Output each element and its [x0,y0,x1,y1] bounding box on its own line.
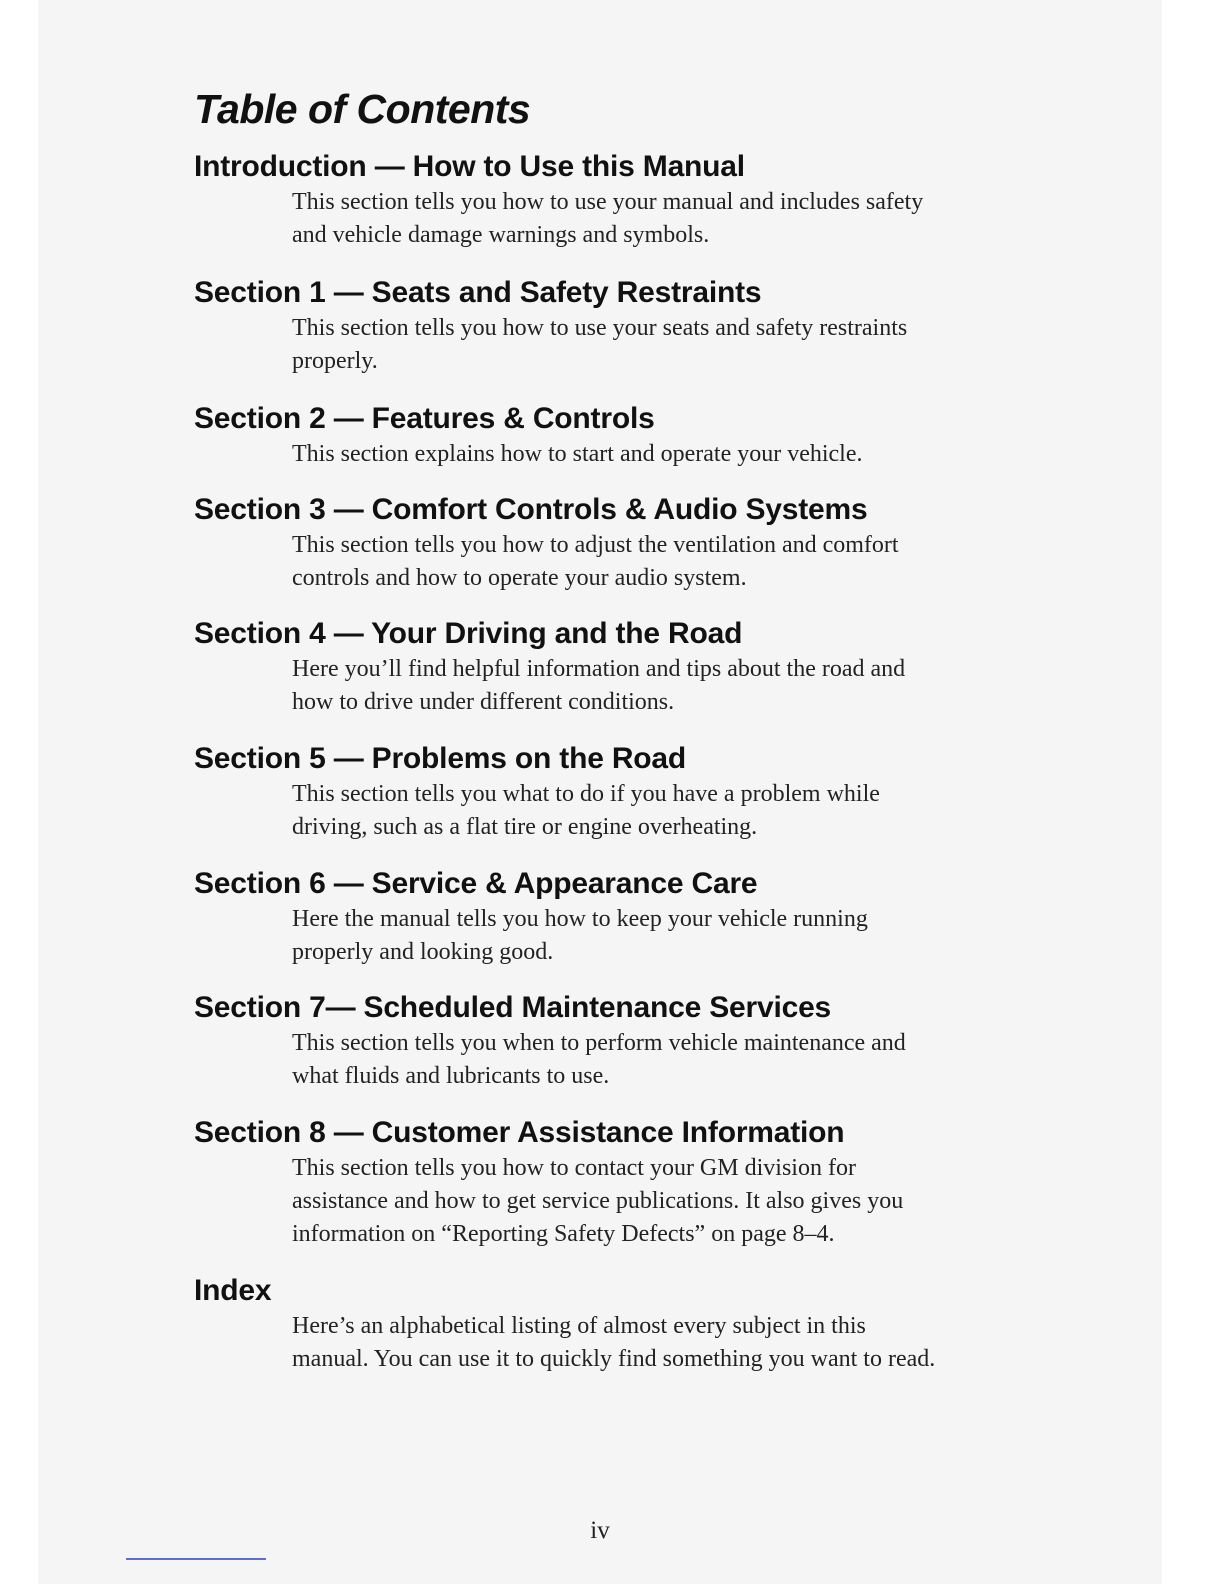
description-line: driving, such as a flat tire or engine overheating. [292,814,758,840]
toc-section-introduction [194,148,1074,252]
description-line: This section tells you when to perform vehicle maintenance and [292,1030,906,1056]
footer-rule [126,1558,266,1560]
section-description [292,653,1032,719]
section-heading: Section 4 — Your Driving and the Road [194,617,743,650]
toc-section-4 [194,615,1074,719]
description-line: controls and how to operate your audio system. [292,565,747,591]
section-heading: Section 8 — Customer Assistance Information [194,1116,845,1149]
section-description [292,903,1032,969]
section-heading: Section 7— Scheduled Maintenance Services [194,991,832,1024]
description-line: assistance and how to get service publications. It also gives you [292,1188,904,1214]
description-line: and vehicle damage warnings and symbols. [292,222,710,248]
section-description [292,1152,1032,1251]
toc-section-2 [194,400,1074,471]
toc-section-1 [194,274,1074,378]
description-line: how to drive under different conditions. [292,689,675,715]
toc-section-6 [194,865,1074,969]
section-description [292,1027,1032,1093]
section-heading: Section 2 — Features & Controls [194,402,655,435]
description-line: This section tells you how to use your seats and safety restraints [292,315,908,341]
toc-content [194,82,1074,1376]
description-line: This section tells you how to contact your GM division for [292,1155,856,1181]
section-description [292,312,1032,378]
manual-page [38,0,1162,1584]
page-title: Table of Contents [194,86,531,132]
section-heading: Index [194,1274,272,1307]
page-number: iv [590,1517,610,1544]
description-line: This section tells you how to use your manual and includes safety [292,189,924,215]
description-line: This section tells you what to do if you have a problem while [292,781,880,807]
section-heading: Section 1 — Seats and Safety Restraints [194,276,762,309]
description-line: information on “Reporting Safety Defects” on page 8–4. [292,1221,835,1247]
description-line: properly. [292,348,378,374]
section-description [292,1310,1032,1376]
section-description [292,438,1032,471]
section-description [292,778,1032,844]
section-heading: Section 6 — Service & Appearance Care [194,867,758,900]
description-line: Here you’ll find helpful information and tips about the road and [292,656,906,682]
description-line: Here the manual tells you how to keep your vehicle running [292,906,868,932]
toc-section-8 [194,1114,1074,1251]
section-heading: Section 5 — Problems on the Road [194,742,687,775]
toc-section-index [194,1272,1074,1376]
section-description [292,529,1032,595]
toc-section-7 [194,989,1074,1093]
section-heading: Section 3 — Comfort Controls & Audio Systems [194,493,868,526]
description-line: manual. You can use it to quickly find something you want to read. [292,1346,936,1372]
description-line: properly and looking good. [292,939,554,965]
description-line: what fluids and lubricants to use. [292,1063,610,1089]
description-line: This section explains how to start and operate your vehicle. [292,441,863,467]
section-heading: Introduction — How to Use this Manual [194,150,745,183]
section-description [292,186,1032,252]
toc-section-5 [194,740,1074,844]
description-line: This section tells you how to adjust the ventilation and comfort [292,532,899,558]
toc-section-3 [194,491,1074,595]
description-line: Here’s an alphabetical listing of almost every subject in this [292,1313,866,1339]
